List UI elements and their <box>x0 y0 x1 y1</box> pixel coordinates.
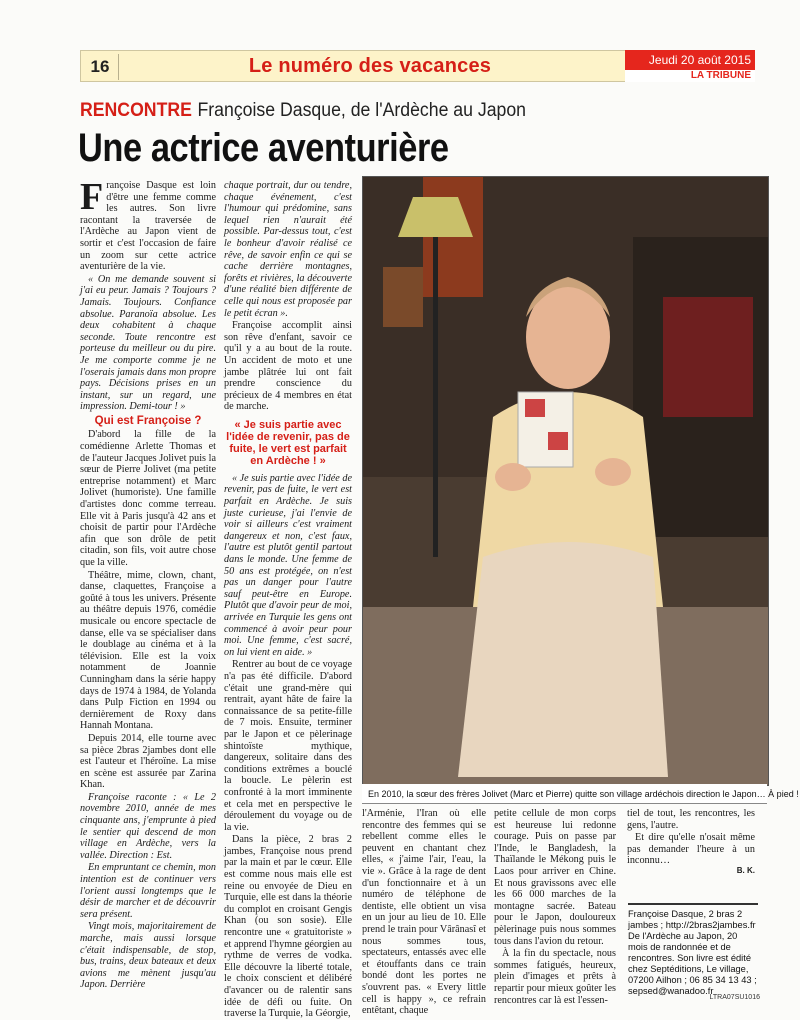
newspaper-name: LA TRIBUNE <box>625 70 755 82</box>
col1-paragraph-2: « On me demande souvent si j'ai eu peur. Jamais ? Toujours ? Jamais. Toujours. Confiance absolue. Paranoïa absolue. Les deux cohabitent à chaque seconde. Toute rencontre est porteuse du meilleur ou du pire. Je me comporte comme je ne l'oserais jamais dans mon propre pays. Décisions prises en un instant, sur un regard, une impression. Demi-tour ! » <box>80 273 216 413</box>
article-kicker <box>80 98 712 124</box>
info-box: Françoise Dasque, 2 bras 2 jambes ; http://2bras2jambes.fr De l'Ardèche au Japon, 20 mois de randonnée et de rencontres. Son livre est édité chez Septéditions, Le village, 07200 Ailhon ; 06 85 34 13 43 ; sepsed@wanadoo.fr <box>628 903 758 1004</box>
section-title: Le numéro des vacances <box>248 55 492 77</box>
col1-paragraph-5: Depuis 2014, elle tourne avec sa pièce 2bras 2jambes dont elle est l'auteur et l'héroïne. La mise en scène est assurée par Zarina Khan. <box>80 732 216 791</box>
article-column-3 <box>362 808 486 1017</box>
col3-paragraph-1: l'Arménie, l'Iran où elle rencontre des femmes qui se rebellent comme elles le peuvent en chantant chez elles, « j'aime l'air, l'eau, la vie ». Grâce à la rage de dent d'un fonctionnaire et à un numéro de téléphone de dentiste, elle obtient un visa en un jour au lieu de 10. Elle prend le train pour Vârânasî et nous sommes tous, spectateurs, entassés avec elle et étouffants dans ce train bondé dont les portes ne s'ouvrent pas. « Every little cell is happy », ce refrain entêtant, chaque <box>362 808 486 1017</box>
subhead: Qui est Françoise ? <box>94 414 202 427</box>
reference-code: LTRA07SU1016 <box>709 994 760 1001</box>
article-column-1 <box>80 176 216 1008</box>
col1-paragraph-3: D'abord la fille de la comédienne Arlette Thomas et de l'auteur Jacques Jolivet puis la sœur de Pierre Jolivet (ma petite entreprise notamment) et Marc Jolivet (humoriste). Une famille d'artistes donc comme terreau. Elle vit à Paris jusqu'à 42 ans et choisit de partir pour l'Ardèche afin que son drôle de petit citadin, son fils, voit autre chose que la ville. <box>80 429 216 568</box>
col1-paragraph-8: Vingt mois, majoritairement de marche, mais aussi lorsque c'était indispensable, de stop, bus, trains, deux bateaux et deux avions me mènent jusqu'au Japon. Derrière <box>80 921 216 991</box>
article-column-4 <box>494 808 616 1008</box>
page-number: 16 <box>82 54 119 80</box>
col2-paragraph-2: Françoise accomplit ainsi son rêve d'enfant, savoir ce qu'il y a au bout de la route. Un accident de moto et une jambe plâtrée lui ont fait prendre conscience du précieux de 4 membres en état de marche. <box>224 320 352 413</box>
article-column-2 <box>224 180 352 1020</box>
photo-illustration <box>363 177 768 785</box>
col5-paragraph-1: tiel de tout, les rencontres, les gens, l'autre. <box>627 808 755 831</box>
article-column-5 <box>627 808 755 903</box>
col2-paragraph-3: « Je suis partie avec l'idée de revenir, pas de fuite, le vert est parfait en Ardèche. Je suis juste curieuse, j'ai l'envie de voir si ailleurs c'est vraiment dangereux et non, c'est faux, l'autre est plutôt gentil partout dans le monde. Une femme de 50 ans est protégée, on n'est pas un danger pour l'autre sauf peut-être en Europe. Plutôt que d'avoir peur de moi, arrivée en Turquie les gens ont commencé à avoir peur pour moi. Une femme, c'est sacré, on lui vient en aide. » <box>224 472 352 658</box>
col1-paragraph-7: En empruntant ce chemin, mon intention est de continuer vers l'orient aussi longtemps que le désir de marcher et de découvrir sera présent. <box>80 862 216 920</box>
article-photo <box>362 176 769 786</box>
article-headline: Une actrice aventurière <box>78 126 449 170</box>
pull-quote: « Je suis partie avec l'idée de revenir, pas de fuite, le vert est parfait en Ardèche ! » <box>226 418 350 467</box>
col5-paragraph-2: Et dire qu'elle n'osait même pas demander l'heure à un inconnu… <box>627 832 755 867</box>
col1-paragraph-4: Théâtre, mime, clown, chant, danse, claquettes, Françoise a goûté à tous les univers. Présente au théâtre depuis 1976, comédie musicale ou encore spectacle de danse, elle va se spécialiser dans le doublage au cinéma et à la télévision. Elle est la voix notamment de Joannie Cunningham dans la série happy days de 1974 à 1984, de Yolanda dans Pulp Fiction en 1994 ou dernièrement de Roxy dans Hannah Montana. <box>80 569 216 732</box>
col4-paragraph-2: À la fin du spectacle, nous sommes fatigués, heureux, plein d'images et prêts à repartir pour mieux goûter les rencontres car là est l'essen- <box>494 948 616 1006</box>
kicker-tag: RENCONTRE <box>80 100 192 121</box>
author-signature: B. K. <box>736 866 755 875</box>
photo-caption: En 2010, la sœur des frères Jolivet (Marc et Pierre) quitte son village ardéchois direction le Japon… À pied ! <box>362 784 767 804</box>
col2-paragraph-1: chaque portrait, dur ou tendre, chaque événement, c'est l'humour qui prédomine, sans lequel rien n'aurait été possible. Par-dessus tout, c'est le bonheur d'avoir réalisé ce rêve, de savoir enfin ce qui se cache derrière montagnes, forêts et rivières, la découverte d'une réalité bien différente de celle qui nous est proposée par le petit écran ». <box>224 180 352 319</box>
col1-paragraph-6: Françoise raconte : « Le 2 novembre 2010, année de mes cinquante ans, j'emprunte à pied le sentier qui descend de mon village en Ardèche, vers la vallée. Direction : Est. <box>80 791 216 861</box>
col1-paragraph-1: rançoise Dasque est loin d'être une femme comme les autres. Son livre racontant la traversée de l'Ardèche au Japon vient de sortir et c'est l'occasion de faire un zoom sur cette actrice aventurière de la vie. <box>80 180 216 273</box>
issue-date: Jeudi 20 août 2015 <box>625 50 755 70</box>
col4-paragraph-1: petite cellule de mon corps est heureuse lui redonne courage. Puis on passe par l'Inde, le Bangladesh, la Thaïlande le Mékong puis le Laos pour arriver en Chine. Et nous gravissons avec elle les 66 000 marches de la montagne sacrée. Bateau pour le Japon, douloureux pèlerinage puis nous sommes tous dans l'avion du retour. <box>494 808 616 947</box>
drop-cap: F <box>80 176 104 218</box>
kicker-text: Françoise Dasque, de l'Ardèche au Japon <box>197 100 527 121</box>
col2-paragraph-4: Rentrer au bout de ce voyage n'a pas été difficile. D'abord c'était une grand-mère qui rentrait, ayant hâte de faire la connaissance de sa petite-fille de 7 mois. Ensuite, terminer par le Japon et ce pèlerinage shintoïste mythique, dangereux, solitaire dans des conditions extrêmes a bouclé la boucle. Le pèlerin est confronté à la mort imminente et cela met en perspective le déroulement du voyage ou de la vie. <box>224 659 352 833</box>
col2-paragraph-5: Dans la pièce, 2 bras 2 jambes, Françoise nous prend par la main et par le cœur. Elle est comme nous mais elle est reine ou envoyée de Dieu en Turquie, elle est dans la théorie du complot en croisant Gengis Khan (ou son sosie). Elle rencontre une « gratuitoriste » et apprend l'hymne géorgien au rythme de verres de vodka. Elle découvre la liberté totale, le choix conscient et délibéré d'avancer ou de ralentir sans idée de défi ou fuite. On traverse la Turquie, la Géorgie, <box>224 834 352 1020</box>
